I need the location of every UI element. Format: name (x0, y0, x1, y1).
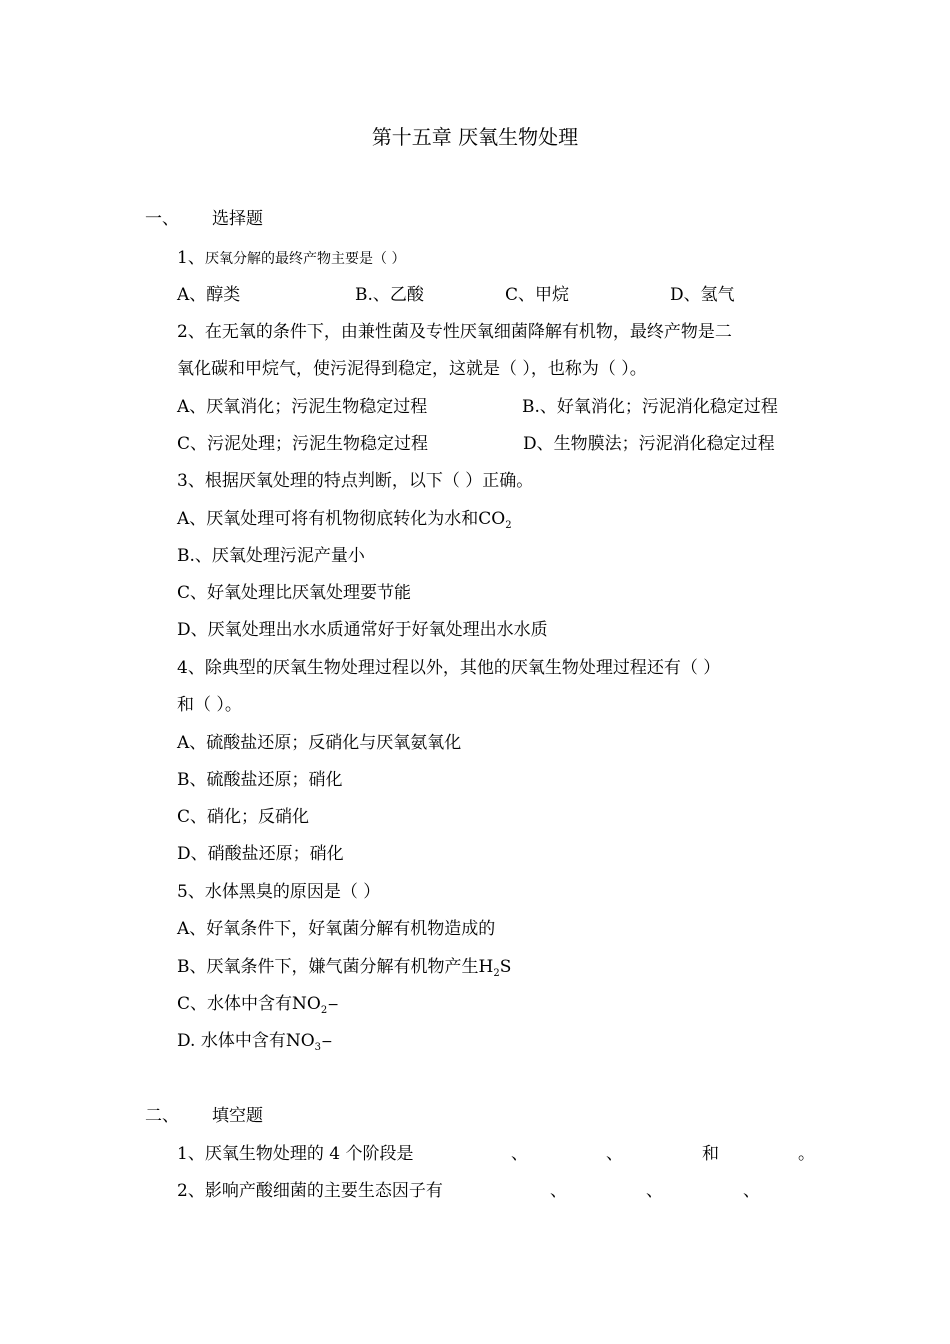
f1-stem: 1、厌氧生物处理的 4 个阶段是 (177, 1144, 414, 1164)
f2-separator-1: 、 (550, 1181, 567, 1201)
q2-stem-line1: 2、在无氧的条件下，由兼性菌及专性厌氧细菌降解有机物，最终产物是二 (177, 322, 732, 342)
q2-option-a: A、厌氧消化；污泥生物稳定过程 (177, 397, 428, 417)
q4-stem-line1: 4、除典型的厌氧生物处理过程以外，其他的厌氧生物处理过程还有（ ） (177, 658, 721, 678)
q1-number: 1、 (177, 248, 205, 268)
q4-option-c: C、硝化；反硝化 (177, 807, 310, 827)
f2-separator-2: 、 (646, 1181, 663, 1201)
chapter-title: 第十五章 厌氧生物处理 (371, 125, 579, 149)
f1-separator-2: 、 (606, 1144, 623, 1164)
q3-option-d: D、厌氧处理出水水质通常好于好氧处理出水水质 (177, 620, 548, 640)
q3-option-a: A、厌氧处理可将有机物彻底转化为水和$CO_2$ (177, 509, 512, 531)
f2-separator-3: 、 (743, 1181, 760, 1201)
q2-option-c: C、污泥处理；污泥生物稳定过程 (177, 434, 429, 454)
f1-end-period: 。 (798, 1144, 815, 1164)
q5-stem: 5、水体黑臭的原因是（ ） (177, 882, 381, 902)
q2-option-d: D、生物膜法；污泥消化稳定过程 (523, 434, 775, 454)
section2-label: 填空题 (212, 1106, 263, 1126)
section1-number: 一、 (145, 209, 179, 229)
q1-stem: 厌氧分解的最终产物主要是（ ） (205, 251, 406, 267)
q4-option-a: A、硫酸盐还原；反硝化与厌氧氨氧化 (177, 733, 462, 753)
q4-stem-line2: 和（ ）。 (177, 695, 242, 715)
f1-separator-and: 和 (702, 1144, 719, 1164)
section2-number: 二、 (145, 1106, 179, 1126)
q1-option-a: A、醇类 (177, 285, 241, 305)
q4-option-b: B、硫酸盐还原；硝化 (177, 770, 343, 790)
q5-option-a: A、好氧条件下，好氧菌分解有机物造成的 (177, 919, 496, 939)
q5-option-c: C、水体中含有$NO_2-$ (177, 994, 339, 1016)
f1-separator-1: 、 (511, 1144, 528, 1164)
section1-label: 选择题 (212, 209, 263, 229)
q2-stem-line2: 氧化碳和甲烷气，使污泥得到稳定，这就是（ ），也称为（ ）。 (177, 359, 647, 379)
q5-option-b: B、厌氧条件下，嫌气菌分解有机物产生$H_2S$ (177, 957, 512, 979)
f2-stem: 2、影响产酸细菌的主要生态因子有 (177, 1181, 443, 1201)
q1-option-c: C、甲烷 (505, 285, 570, 305)
q3-stem: 3、根据厌氧处理的特点判断，以下（ ）正确。 (177, 471, 534, 491)
q4-option-d: D、硝酸盐还原；硝化 (177, 844, 344, 864)
q2-option-b: B.、好氧消化；污泥消化稳定过程 (522, 397, 778, 417)
q1-option-d: D、氢气 (670, 285, 735, 305)
q3-option-c: C、好氧处理比厌氧处理要节能 (177, 583, 412, 603)
q1-option-b: B.、乙酸 (355, 285, 424, 305)
q5-option-d: D. 水体中含有$NO_3-$ (177, 1031, 333, 1053)
q3-option-b: B.、厌氧处理污泥产量小 (177, 546, 365, 566)
